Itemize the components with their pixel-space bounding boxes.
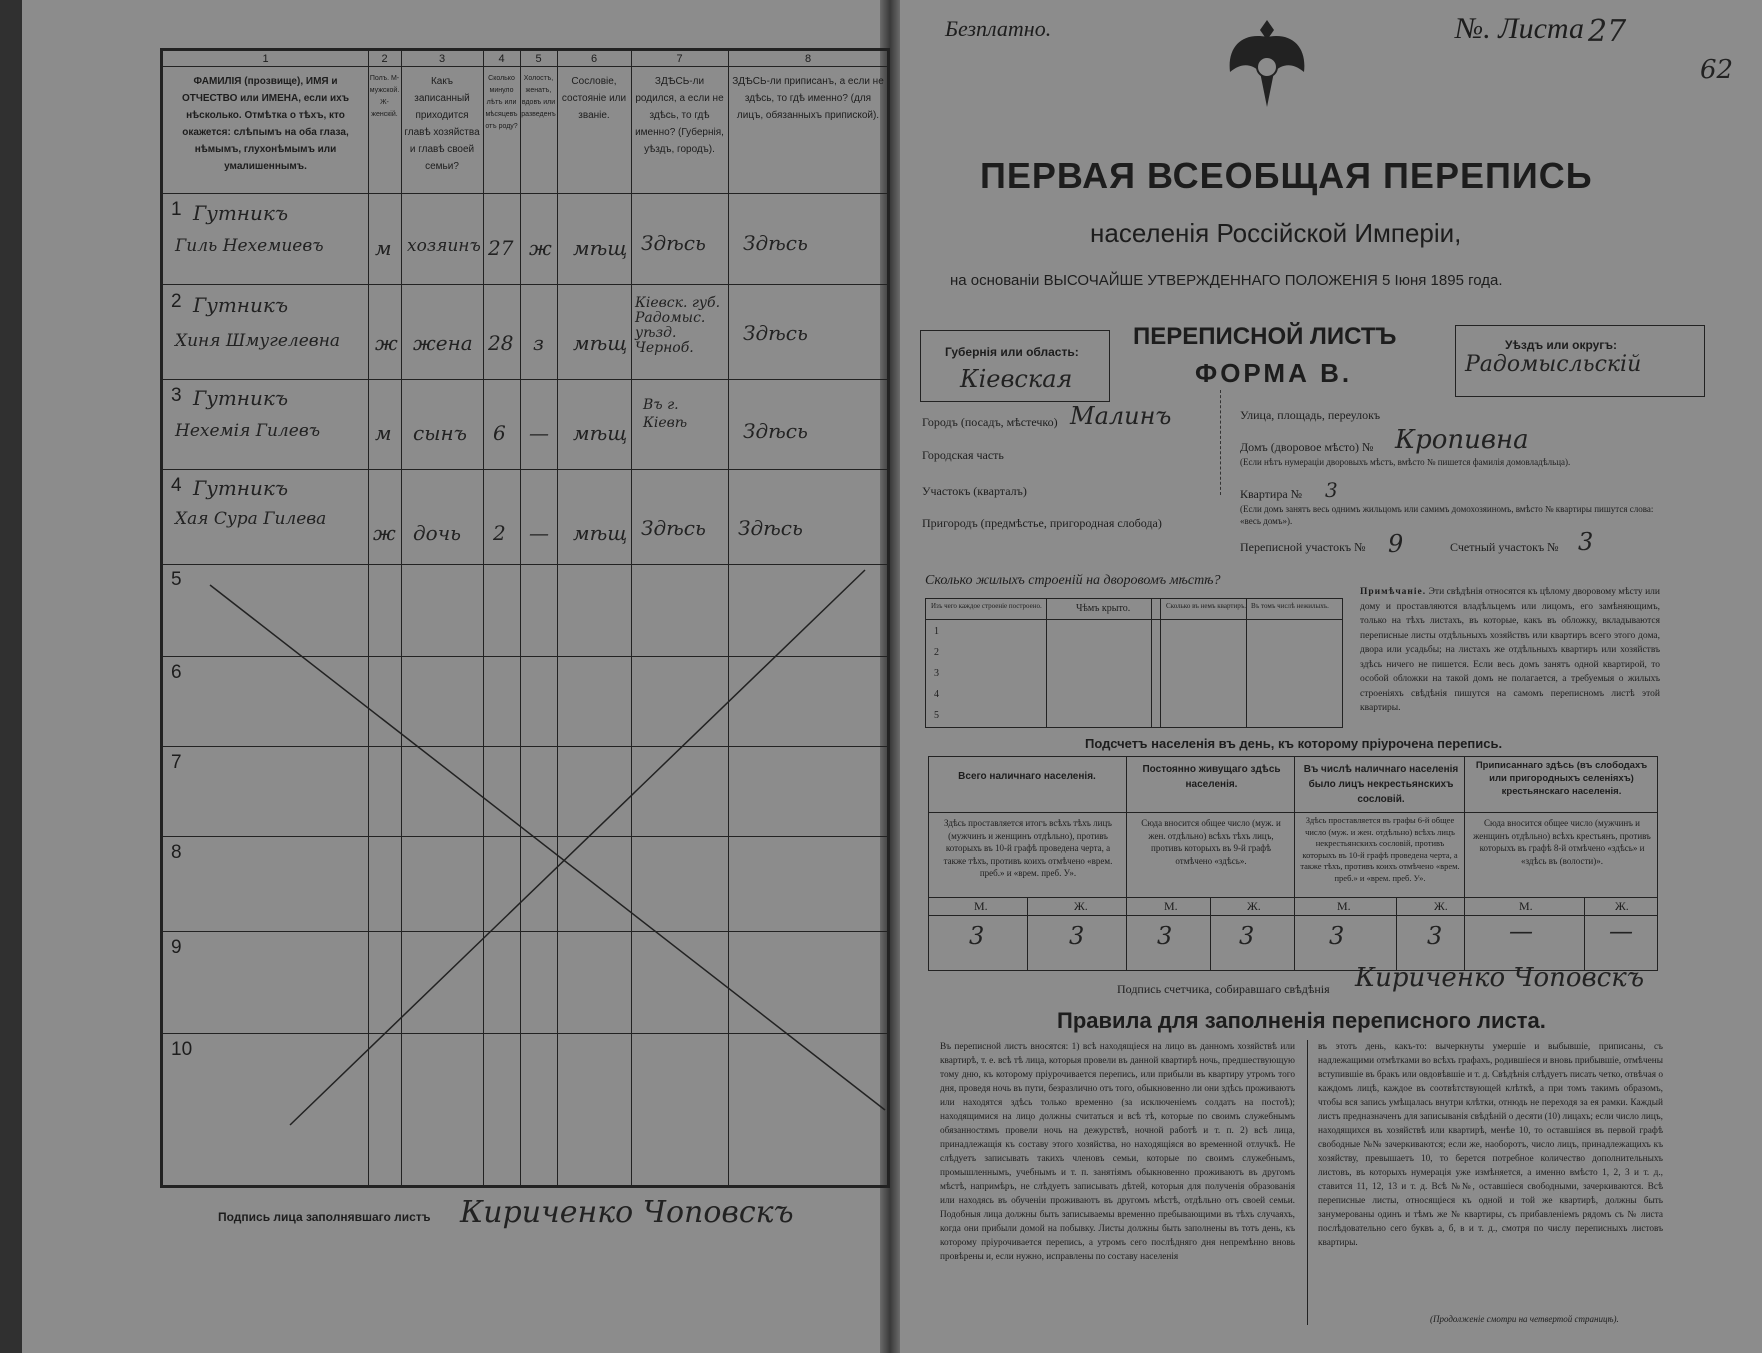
column-header-relation: Какъ записанный приходится главѣ хозяйства и главѣ своей семьи? (404, 76, 480, 172)
count-col-nonpeasant-desc: Здѣсь проставляется въ графы 6-й общее число (муж. и жен. отдѣльно) всѣхъ лицъ некрестьянскихъ сословій, противъ которыхъ въ 10-й графѣ проведена черта, а также тѣхъ, противъ коихъ отмѣчено «врем. преб.» и «врем. преб. У». (1300, 815, 1460, 883)
entry-age: 2 (493, 521, 506, 545)
row-number: 9 (171, 937, 182, 958)
count-col-total-head: Всего наличнаго населенія. (958, 771, 1096, 782)
note-title: Примѣчаніе. (1360, 587, 1427, 597)
column-number: 1 (262, 53, 269, 65)
note-block (1360, 585, 1660, 716)
column-header-name: ФАМИЛІЯ (прозвище), ИМЯ и ОТЧЕСТВО или ИМЕНА, если ихъ нѣсколько. Отмѣтка о тѣхъ, кто окажется: слѣпымъ на оба глаза, нѣмымъ, глухонѣмымъ или умалишеннымъ. (181, 76, 350, 172)
vertical-separator (1220, 390, 1222, 495)
male-label: М. (1337, 899, 1351, 913)
entry-birthplace: Въ г. Кіевѣ (643, 397, 688, 431)
entry-relation: дочь (413, 521, 462, 545)
permanent-male-value: 3 (1157, 922, 1173, 950)
entry-given-name: Хиня Шмугелевна (175, 331, 341, 351)
count-col-nonpeasant-head: Въ числѣ наличнаго населенія было лицъ некрестьянскихъ сословій. (1303, 764, 1459, 805)
section-label: Участокъ (кварталъ) (922, 484, 1027, 498)
form-title: ПЕРВАЯ ВСЕОБЩАЯ ПЕРЕПИСЬ (980, 155, 1593, 196)
city-part-label: Городская часть (922, 448, 1004, 462)
column-number: 8 (804, 53, 812, 65)
buildings-row-number: 2 (934, 647, 939, 658)
row-number: 1 (171, 199, 182, 220)
free-label: Безплатно. (945, 16, 1052, 41)
entry-estate: мѣщ (573, 331, 628, 355)
count-section-value: 3 (1578, 528, 1594, 556)
entry-age: 6 (493, 421, 506, 445)
rules-title: Правила для заполненія переписного листа. (1057, 1008, 1546, 1033)
entry-registration: Здѣсь (743, 419, 808, 443)
count-section-label: Счетный участокъ № (1450, 540, 1559, 554)
archive-page-number: 62 (1700, 55, 1734, 85)
rules-divider (1307, 1040, 1308, 1325)
form-subtitle: населенія Россійской Имперіи, (1090, 218, 1462, 248)
population-count-table (928, 756, 1658, 971)
column-number: 2 (381, 53, 388, 65)
female-label: Ж. (1074, 899, 1088, 913)
entry-surname: Гутникъ (193, 201, 289, 225)
entry-relation: жена (413, 331, 473, 355)
buildings-header-nonresidential: Въ томъ числѣ нежилыхъ. (1251, 602, 1329, 610)
legal-basis: на основаніи ВЫСОЧАЙШЕ УТВЕРЖДЕННАГО ПОЛОЖЕНІЯ 5 Іюня 1895 года. (950, 272, 1503, 289)
buildings-table (925, 598, 1343, 728)
male-label: М. (1519, 899, 1533, 913)
census-section-value: 9 (1388, 530, 1404, 558)
population-count-title: Подсчетъ населенія въ день, къ которому пріурочена перепись. (1085, 736, 1503, 751)
entry-marital: — (529, 521, 549, 545)
row-number: 4 (171, 475, 182, 496)
entry-marital: ж (529, 236, 552, 260)
entry-estate: мѣщ (573, 421, 628, 445)
enumerator-signature-label: Подпись счетчика, собиравшаго свѣдѣнія (1117, 982, 1330, 996)
row-number: 7 (171, 752, 182, 773)
female-label: Ж. (1247, 899, 1261, 913)
nonpeasant-female-value: 3 (1427, 922, 1443, 950)
column-number: 4 (498, 53, 505, 65)
filler-signature: Кириченко Чоповскъ (460, 1195, 794, 1230)
total-female-value: 3 (1069, 922, 1085, 950)
column-header-registration: ЗДѢСЬ-ли приписанъ, а если не здѣсь, то гдѣ именно? (для лицъ, обязанныхъ припиской). (732, 76, 884, 121)
form-type: ФОРМА В. (1195, 358, 1353, 388)
entry-birthplace: Здѣсь (641, 231, 706, 255)
entry-registration: Здѣсь (743, 231, 808, 255)
suburb-label: Пригородъ (предмѣстье, пригородная слобода) (922, 516, 1162, 530)
district-label: Уѣздъ или округъ: (1505, 338, 1618, 352)
column-header-estate: Сословіе, состояніе или званіе. (561, 76, 627, 121)
census-sheet-title: ПЕРЕПИСНОЙ ЛИСТЪ (1133, 323, 1397, 350)
rules-continuation: (Продолженіе смотри на четвертой страницѣ). (1430, 1314, 1619, 1324)
province-value: Кіевская (960, 365, 1073, 393)
entry-surname: Гутникъ (193, 386, 289, 410)
house-note: (Если нѣтъ нумераціи дворовыхъ мѣстъ, вмѣсто № пишется фамилія домовладѣльца). (1240, 457, 1571, 467)
column-header-age: Сколько минуло лѣтъ или мѣсяцевъ отъ роду? (485, 75, 518, 130)
column-number: 5 (535, 53, 542, 65)
buildings-row-number: 5 (934, 710, 939, 721)
entry-sex: м (375, 236, 392, 260)
city-label: Городъ (посадъ, мѣстечко) (922, 415, 1058, 429)
buildings-header-apartments: Сколько въ немъ квартиръ. (1166, 602, 1247, 610)
house-label: Домъ (дворовое мѣсто) № (1240, 440, 1374, 454)
eagle-emblem (1222, 12, 1312, 122)
city-value: Малинъ (1070, 402, 1172, 430)
column-header-sex: Полъ. М-мужской. Ж-женскій. (369, 75, 400, 118)
permanent-female-value: 3 (1239, 922, 1255, 950)
census-section-label: Переписной участокъ № (1240, 540, 1366, 554)
count-col-peasant-head: Приписаннаго здѣсь (въ слободахъ или пригородныхъ селеніяхъ) крестьянскаго населенія. (1475, 760, 1648, 797)
buildings-header-roof: Чѣмъ крыто. (1076, 603, 1131, 614)
entry-given-name: Хая Сура Гилева (175, 509, 327, 529)
buildings-question: Сколько жилыхъ строеній на дворовомъ мѣстѣ? (925, 573, 1221, 588)
column-number: 3 (438, 53, 446, 65)
entry-marital: з (533, 331, 544, 355)
peasant-female-value: — (1609, 917, 1633, 945)
entry-birthplace: Здѣсь (641, 516, 706, 540)
apartment-label: Квартира № (1240, 487, 1303, 501)
sheet-number-label: №. Листа (1455, 12, 1584, 45)
buildings-row-number: 4 (934, 689, 939, 700)
entry-sex: ж (373, 521, 396, 545)
entry-estate: мѣщ (573, 236, 628, 260)
entry-registration: Здѣсь (738, 516, 803, 540)
total-male-value: 3 (969, 922, 985, 950)
count-col-permanent-desc: Сюда вносится общее число (муж. и жен. отдѣльно) всѣхъ тѣхъ лицъ, противъ которыхъ въ 9-й графѣ отмѣчено «здѣсь». (1141, 818, 1281, 866)
street-label: Улица, площадь, переулокъ (1240, 408, 1381, 422)
district-value: Радомысльскій (1465, 352, 1642, 377)
entry-given-name: Гиль Нехемиевъ (175, 236, 324, 256)
entry-given-name: Нехемія Гилевъ (175, 421, 321, 441)
entry-age: 28 (488, 331, 514, 355)
buildings-row-number: 3 (934, 668, 939, 679)
count-col-total-desc: Здѣсь проставляется итогъ всѣхъ тѣхъ лицъ (мужчинъ и женщинъ отдѣльно), противъ которыхъ въ 10-й графѣ проведена черта, а также тѣхъ, противъ коихъ отмѣчено «врем. преб.» и «врем. преб. У». (943, 818, 1113, 878)
sheet-number-value: 27 (1588, 14, 1627, 49)
entry-sex: м (375, 421, 392, 445)
female-label: Ж. (1615, 899, 1629, 913)
note-text: Эти свѣдѣнія относятся къ цѣлому дворовому мѣсту или дому и проставляются владѣльцемъ или лицомъ, его замѣняющимъ, только на тѣхъ листахъ, въ которые, какъ въ обложку, вкладываются переписные листы отдѣльныхъ хозяйствъ или квартиръ всего этого дома, двора или усадьбы; на листахъ же отдѣльныхъ квартиръ или хозяйствъ здѣсь ничего не пишется. Если весь домъ занятъ одной квартирой, то особой обложки на такой домъ не полагается, а требуемыя о жилыхъ строеніяхъ свѣдѣнія пишутся на самомъ переписномъ листѣ этой квартиры. (1360, 587, 1660, 713)
row-number: 8 (171, 842, 182, 863)
peasant-male-value: — (1509, 917, 1533, 945)
apartment-note: (Если домъ занятъ весь однимъ жильцомъ или самимъ домохозяиномъ, вмѣсто № квартиры пишутся слова: «весь домъ»). (1240, 504, 1654, 526)
entry-relation: сынъ (413, 421, 467, 445)
province-label: Губернія или область: (945, 345, 1079, 359)
male-label: М. (1164, 899, 1178, 913)
row-number: 2 (171, 291, 182, 312)
count-col-peasant-desc: Сюда вносится общее число (мужчинъ и женщинъ отдѣльно) всѣхъ крестьянъ, противъ которыхъ въ графѣ 8-й отмѣчено «здѣсь» и «здѣсь въ (волости)». (1473, 818, 1651, 866)
entry-sex: ж (375, 331, 398, 355)
entry-age: 27 (488, 236, 514, 260)
female-label: Ж. (1434, 899, 1448, 913)
rules-text-left: Въ переписной листъ вносятся: 1) всѣ находящіеся на лицо въ данномъ хозяйствѣ или квартирѣ, т. е. всѣ тѣ лица, которыя провели въ данной квартирѣ ночь, предшествующую тому дню, къ которому пріурочивается перепись, или прибыли въ квартиру утромъ того дня, проведя ночь въ пути, безразлично отъ того, обыкновенно ли они здѣсь проживаютъ или находятся здѣсь только временно (за исключеніемъ солдатъ на постоѣ); находящимися на лицо должны считаться и всѣ тѣ, которые по своимъ служебнымъ обязанностямъ провели ночь на дежурствѣ, ночной работѣ и т. п. 2) всѣ лица, принадлежащія къ составу этого хозяйства, но находящіяся во временной отлучкѣ. Не слѣдуетъ записывать такихъ членовъ семьи, которые по своимъ служебнымъ, промышленнымъ, учебнымъ и т. п. занятіямъ обыкновенно проживаютъ въ другомъ мѣстѣ, напримѣръ, не слѣдуетъ записывать дѣтей, которыя для полученія образованія или находясь въ обученіи проживаютъ въ другомъ мѣстѣ, отдѣльно отъ своей семьи. Подобныя лица должны быть записываемы временно пребывающими въ тѣхъ случаяхъ, когда они прибыли домой на побывку. Листы должны быть заполнены въ тотъ день, къ которому пріурочивается перепись, а утромъ сего послѣдняго дня непремѣнно вновь провѣрены и, если нужно, исправлены по составу населенія (940, 1042, 1295, 1262)
nonpeasant-male-value: 3 (1329, 922, 1345, 950)
column-number: 6 (590, 53, 598, 65)
buildings-header-material: Изъ чего каждое строеніе построено. (931, 602, 1042, 610)
entry-relation: хозяинъ (407, 236, 481, 256)
filler-signature-label: Подпись лица заполнявшаго листъ (218, 1210, 431, 1224)
apartment-value: 3 (1325, 478, 1338, 502)
column-header-birthplace: ЗДѢСЬ-ли родился, а если не здѣсь, то гдѣ именно? (Губернія, уѣздъ, городъ). (635, 76, 724, 155)
row-number: 5 (171, 569, 182, 590)
entry-estate: мѣщ (573, 521, 628, 545)
rules-text-right: въ этотъ день, какъ-то: вычеркнуты умершіе и выбывшіе, приписаны, съ надлежащими отмѣтками во всѣхъ графахъ, родившіеся и вновь прибывшіе, отмѣчены вступившіе въ бракъ или овдовѣвшіе и т. д. Свѣдѣнія слѣдуетъ писать четко, отвѣчая о каждомъ лицѣ, каждое въ соотвѣтствующей клѣткѣ, а при томъ такимъ образомъ, чтобы вся запись умѣщалась внутри клѣтки, отнюдь не переходя за ея рамки. Каждый листъ предназначенъ для записыванія свѣдѣній о десяти (10) лицахъ; если число лицъ, находящихся въ хозяйствѣ или квартирѣ, менѣе 10, то оставшіяся въ первой графѣ свободные №№ зачеркиваются; если же, наоборотъ, число лицъ, принадлежащихъ къ хозяйству, превышаетъ 10, то берется потребное количество дополнительныхъ листовъ, въ которыхъ нумерація уже измѣняется, а именно вмѣсто 1, 2, 3 и т. д., ставится 11, 12, 13 и т. д. Всѣ №№, оставшіеся свободными, зачеркиваются. Всѣ переписные листы, относящіеся къ одной и той же квартирѣ, должны быть занумерованы одинъ и тѣмъ же № квартиры, съ прибавленіемъ рядомъ съ № листа послѣдовательно сего буквъ а, б, в и т. д., смотря по числу переписныхъ листовъ квартиры. (1318, 1042, 1663, 1248)
entry-surname: Гутникъ (193, 476, 289, 500)
entry-birthplace: Кіевск. губ. Радомыс. уѣзд. Черноб. (635, 295, 721, 356)
entry-registration: Здѣсь (743, 321, 808, 345)
entry-surname: Гутникъ (193, 293, 289, 317)
column-number: 7 (676, 53, 683, 65)
row-number: 10 (171, 1039, 193, 1060)
house-value: Кропивна (1395, 425, 1529, 455)
column-header-marital: Холостъ, женатъ, вдовъ или разведенъ (521, 75, 556, 118)
male-label: М. (974, 899, 988, 913)
enumerator-signature: Кириченко Чоповскъ (1355, 963, 1645, 993)
count-col-permanent-head: Постоянно живущаго здѣсь населенія. (1142, 764, 1281, 790)
row-number: 6 (171, 662, 182, 683)
buildings-row-number: 1 (934, 626, 939, 637)
row-number: 3 (171, 385, 182, 406)
entry-marital: — (529, 421, 549, 445)
